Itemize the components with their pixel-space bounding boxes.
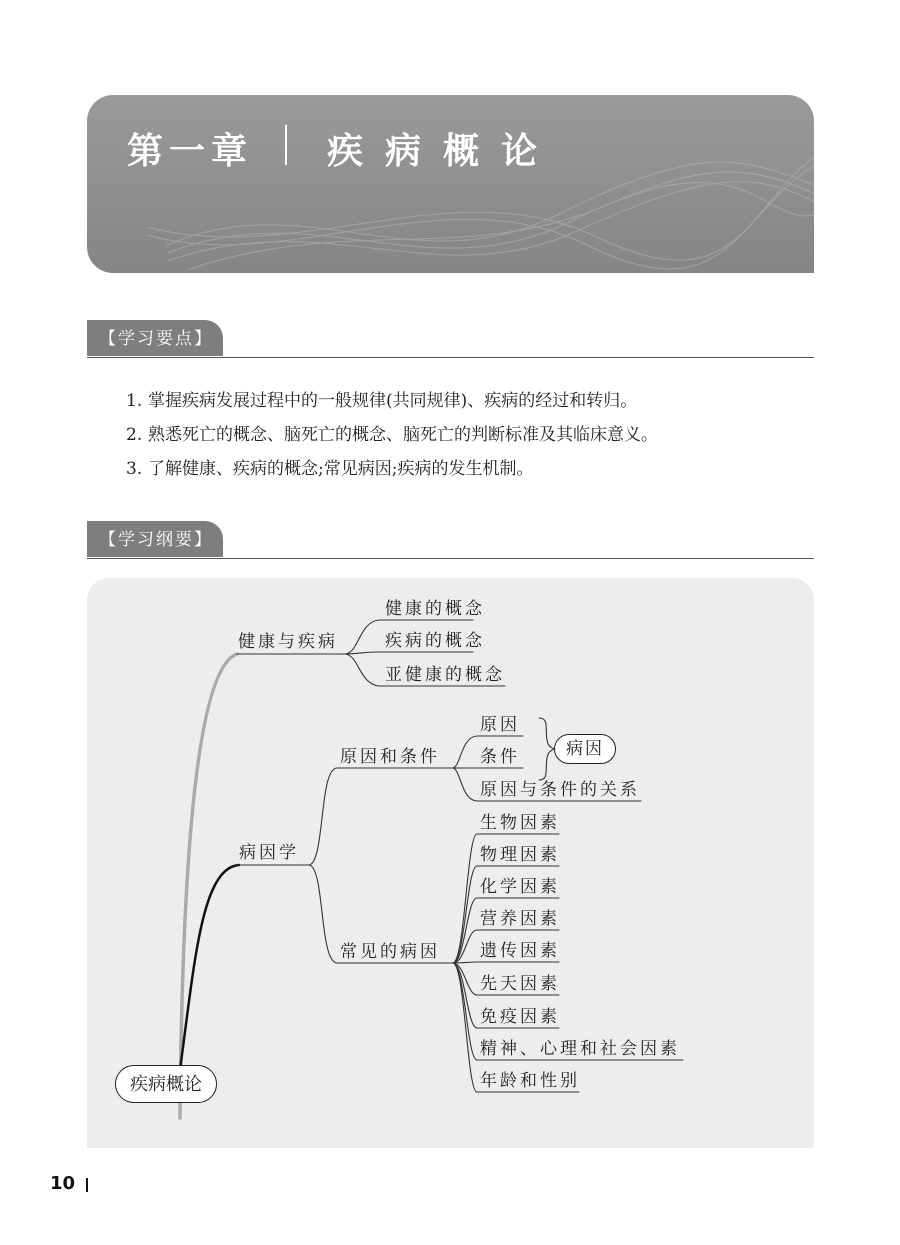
node-cause-item: 精神、心理和社会因素 (480, 1039, 680, 1059)
node-cause-item: 免疫因素 (480, 1007, 560, 1027)
mind-map-panel (87, 578, 814, 1148)
item-text: 熟悉死亡的概念、脑死亡的概念、脑死亡的判断标准及其临床意义。 (148, 425, 658, 445)
node-subhealth-concept: 亚健康的概念 (385, 665, 505, 685)
node-cause-item: 遗传因素 (480, 941, 560, 961)
chapter-separator (285, 125, 287, 165)
node-etiology: 病因学 (239, 843, 299, 863)
node-etiology-factor: 病因 (554, 734, 616, 764)
key-point-item (126, 384, 658, 418)
key-points-rule (87, 357, 814, 358)
node-cause-item: 化学因素 (480, 877, 560, 897)
outline-heading: 【学习纲要】 (87, 521, 223, 557)
node-common-causes: 常见的病因 (340, 942, 440, 962)
page-number-bar (86, 1178, 88, 1192)
key-points-heading: 【学习要点】 (87, 320, 223, 356)
outline-rule (87, 558, 814, 559)
node-cause-item: 生物因素 (480, 813, 560, 833)
page-number: 10 (50, 1173, 76, 1194)
chapter-number: 第一章 (127, 131, 254, 172)
node-cause-condition: 原因和条件 (340, 747, 440, 767)
item-number: 2. (126, 425, 143, 445)
node-root: 疾病概论 (115, 1065, 217, 1103)
item-text: 掌握疾病发展过程中的一般规律(共同规律)、疾病的经过和转归。 (148, 391, 638, 411)
item-number: 3. (126, 459, 143, 479)
node-condition: 条件 (480, 747, 520, 767)
node-disease-concept: 疾病的概念 (385, 631, 485, 651)
node-health-concept: 健康的概念 (385, 599, 485, 619)
key-point-item (126, 418, 658, 452)
key-points-list (126, 384, 658, 486)
chapter-header (87, 95, 814, 273)
node-cause-item: 先天因素 (480, 974, 560, 994)
node-cause-item: 物理因素 (480, 845, 560, 865)
node-cause: 原因 (480, 715, 520, 735)
item-number: 1. (126, 391, 143, 411)
chapter-title: 疾病概论 (327, 131, 560, 172)
item-text: 了解健康、疾病的概念;常见病因;疾病的发生机制。 (148, 459, 534, 479)
node-health-disease: 健康与疾病 (238, 632, 338, 652)
node-cause-condition-relation: 原因与条件的关系 (480, 780, 640, 800)
node-cause-item: 营养因素 (480, 909, 560, 929)
key-point-item (126, 452, 658, 486)
node-cause-item: 年龄和性别 (480, 1071, 580, 1091)
wave-decoration (87, 95, 814, 273)
